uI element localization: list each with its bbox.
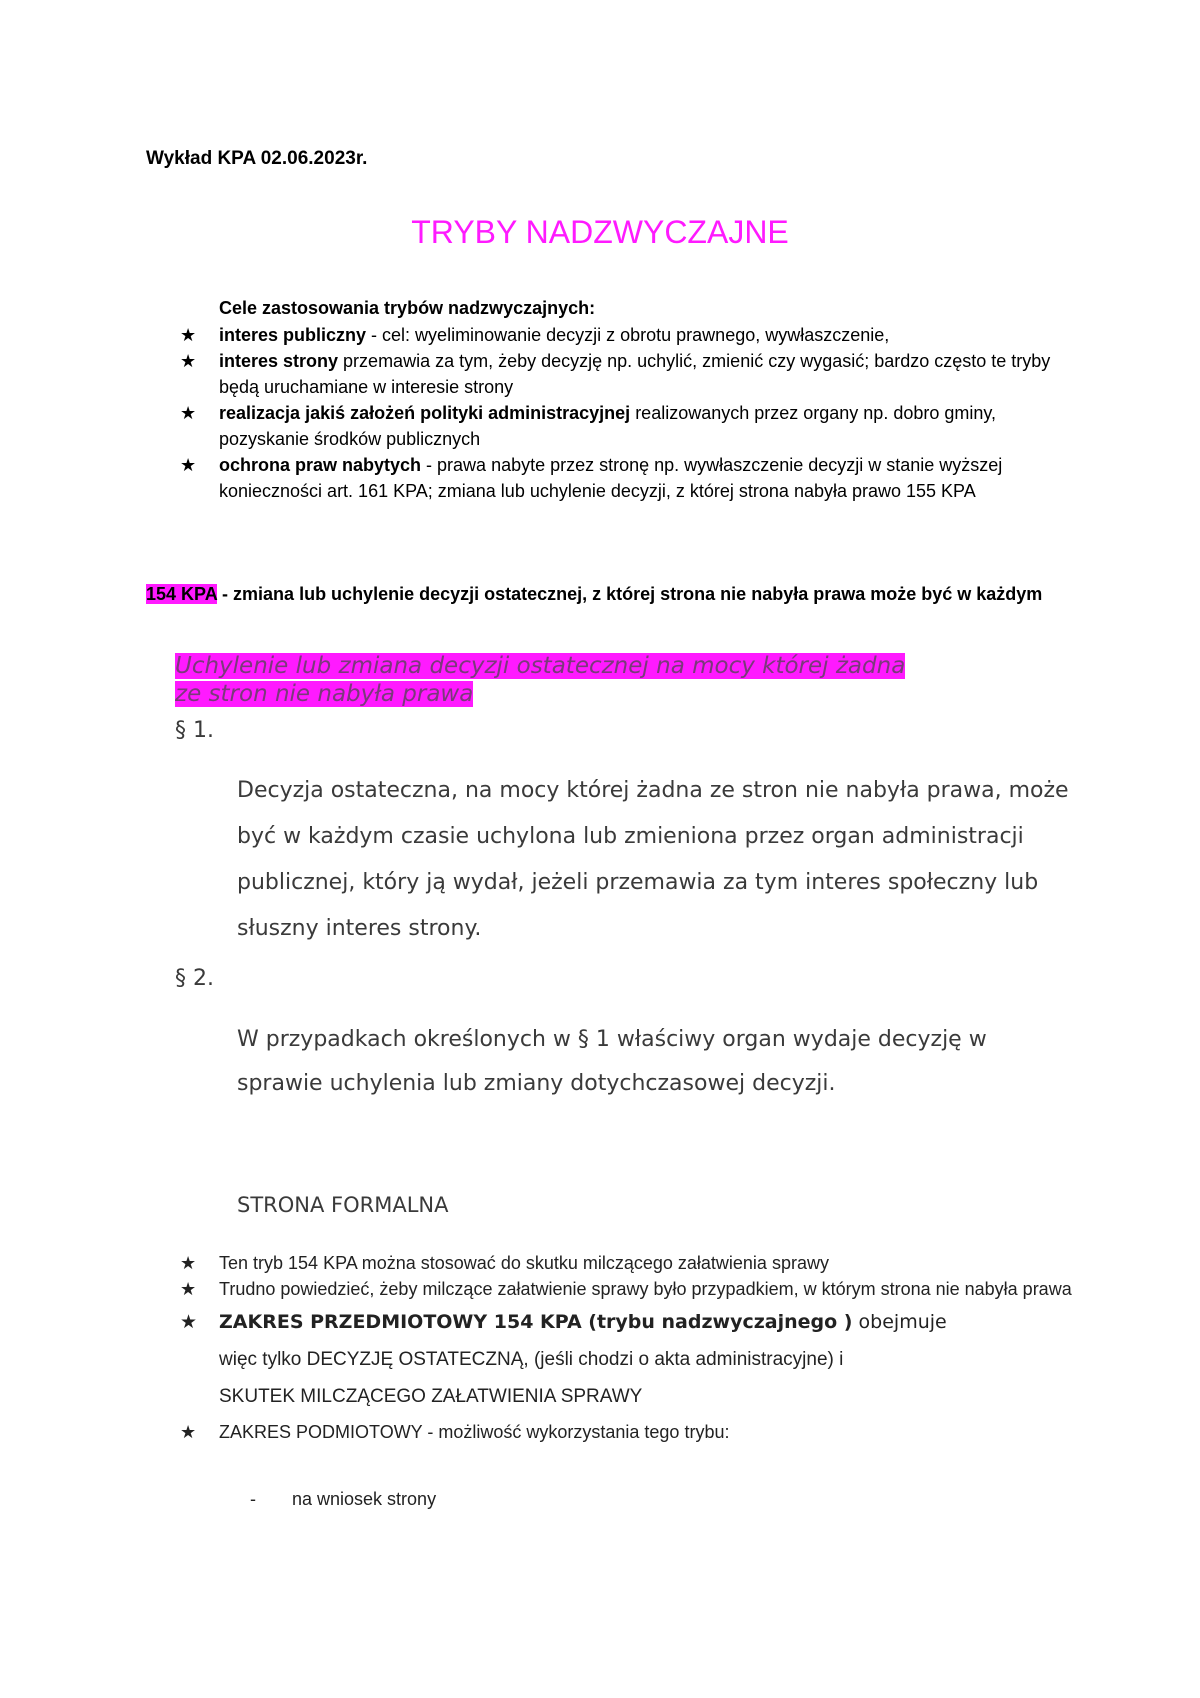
star-icon: ★ [180,1312,198,1333]
article-line-text: - zmiana lub uchylenie decyzji ostatecznej, z której strona nie nabyła prawa może być w każdym [217,584,1043,604]
sub-item-text: na wniosek strony [292,1489,437,1509]
article-line [146,580,1076,608]
formal-item-text: Trudno powiedzieć, żeby milczące załatwienie sprawy było przypadkiem, w którym strona nie nabyła prawa [219,1279,1072,1299]
formal-heading: STRONA FORMALNA [237,1193,449,1217]
lecture-title: Wykład KPA 02.06.2023r. [146,148,368,169]
list-item [180,1250,1080,1276]
list-item [180,452,1080,504]
dash-bullet: - [250,1489,256,1509]
list-item [180,1304,1080,1415]
goals-heading: Cele zastosowania trybów nadzwyczajnych: [219,298,596,318]
formal-item-text: SKUTEK MILCZĄCEGO ZAŁATWIENIA SPRAWY [219,1386,643,1407]
article-heading [175,652,905,708]
goal-label: realizacja jakiś założeń polityki administracyjnej [219,403,631,423]
main-title: TRYBY NADZWYCZAJNE [411,214,789,250]
formal-item-text: Ten tryb 154 KPA można stosować do skutku milczącego załatwienia sprawy [219,1253,829,1273]
goal-label: ochrona praw nabytych [219,455,422,475]
goals-list [180,322,1080,504]
goal-label: interes strony [219,351,339,371]
star-icon: ★ [180,455,197,475]
formal-item-text: obejmuje [852,1311,947,1333]
star-icon: ★ [180,1422,197,1442]
article-ref-highlight: 154 KPA [146,584,218,604]
article-heading-line2: ze stron nie nabyła prawa [175,681,474,707]
formal-list [180,1250,1080,1445]
formal-item-text: więc tylko DECYZJĘ OSTATECZNĄ, (jeśli chodzi o akta administracyjne) i [219,1349,844,1370]
article-heading-line1: Uchylenie lub zmiana decyzji ostatecznej na mocy której żadna [175,653,906,679]
goal-text: przemawia za tym, żeby decyzję np. uchylić, zmienić czy wygasić; bardzo często te tryby będą uruchamiane w interesie strony [219,351,1051,397]
list-item [180,400,1080,452]
star-icon: ★ [180,1279,197,1299]
paragraph-2-label: § 2. [175,966,214,991]
goal-text: - prawa nabyte przez stronę np. wywłaszczenie decyzji w stanie wyższej konieczności art. 161 KPA; zmiana lub uchylenie decyzji, z której strona nabyła prawo 155 KPA [219,455,1003,501]
star-icon: ★ [180,1253,197,1273]
paragraph-2-text: W przypadkach określonych w § 1 właściwy organ wydaje decyzję w sprawie uchylenia lub zmiany dotychczasowej decyzji. [237,1027,987,1096]
goal-text: realizowanych przez organy np. dobro gminy, pozyskanie środków publicznych [219,403,997,449]
list-item [180,322,1080,348]
list-item [180,1419,1080,1445]
formal-item-text: ZAKRES PODMIOTOWY - możliwość wykorzystania tego trybu: [219,1422,730,1442]
list-item [180,1276,1080,1302]
star-icon: ★ [180,351,197,371]
sub-list-item [250,1486,436,1512]
list-item [180,348,1080,400]
goal-text: - cel: wyeliminowanie decyzji z obrotu prawnego, wywłaszczenie, [366,325,890,345]
star-icon: ★ [180,403,197,423]
paragraph-1-text: Decyzja ostateczna, na mocy której żadna ze stron nie nabyła prawa, może być w każdym czasie uchylona lub zmieniona przez organ administracji publicznej, który ją wydał, jeżeli przemawia za tym interes społeczny lub słuszny interes strony. [237,778,1069,941]
formal-item-bold: ZAKRES PRZEDMIOTOWY 154 KPA (trybu nadzwyczajnego ) [219,1311,853,1333]
paragraph-1-label: § 1. [175,718,214,743]
star-icon: ★ [180,325,197,345]
goal-label: interes publiczny [219,325,367,345]
